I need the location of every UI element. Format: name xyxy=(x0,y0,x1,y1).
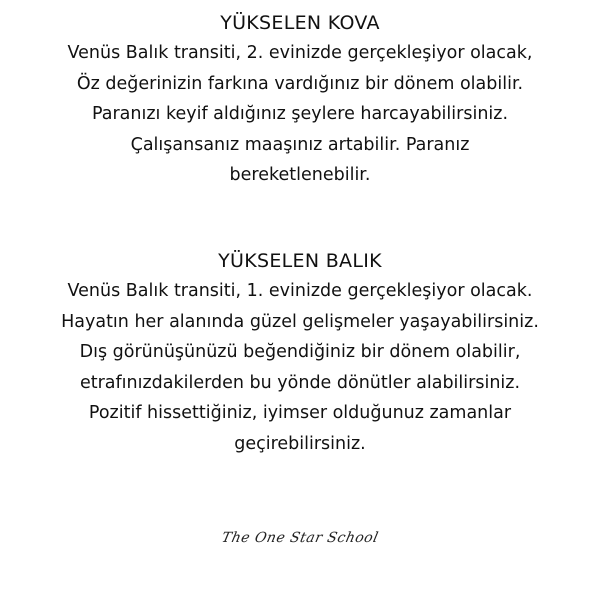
text-line: Öz değerinizin farkına vardığınız bir dönem olabilir. xyxy=(76,73,524,94)
text-line: bereketlenebilir. xyxy=(229,165,371,185)
text-line: Pozitif hissettiğiniz, iyimser olduğunuz zamanlar xyxy=(88,403,512,423)
section-heading: YÜKSELEN BALIK xyxy=(218,250,382,272)
text-line: Hayatın her alanında güzel gelişmeler yaşayabilirsiniz. xyxy=(61,311,539,332)
section-yukselen-balik xyxy=(0,246,600,459)
text-line: Dış görünüşünüzü beğendiğiniz bir dönem olabilir, xyxy=(79,342,521,362)
text-line: Venüs Balık transiti, 1. evinizde gerçekleşiyor olacak. xyxy=(67,281,533,301)
section-yukselen-kova xyxy=(0,8,600,191)
text-line: etrafınızdakilerden bu yönde dönütler alabilirsiniz. xyxy=(79,372,521,393)
signature-logo: The One Star School xyxy=(220,530,380,546)
section-heading: YÜKSELEN KOVA xyxy=(220,12,380,34)
text-line: Çalışansanız maaşınız artabilir. Paranız xyxy=(130,134,470,155)
text-line: geçirebilirsiniz. xyxy=(234,433,366,454)
text-line: Venüs Balık transiti, 2. evinizde gerçekleşiyor olacak, xyxy=(67,43,533,63)
text-line: Paranızı keyif aldığınız şeylere harcayabilirsiniz. xyxy=(91,104,509,124)
